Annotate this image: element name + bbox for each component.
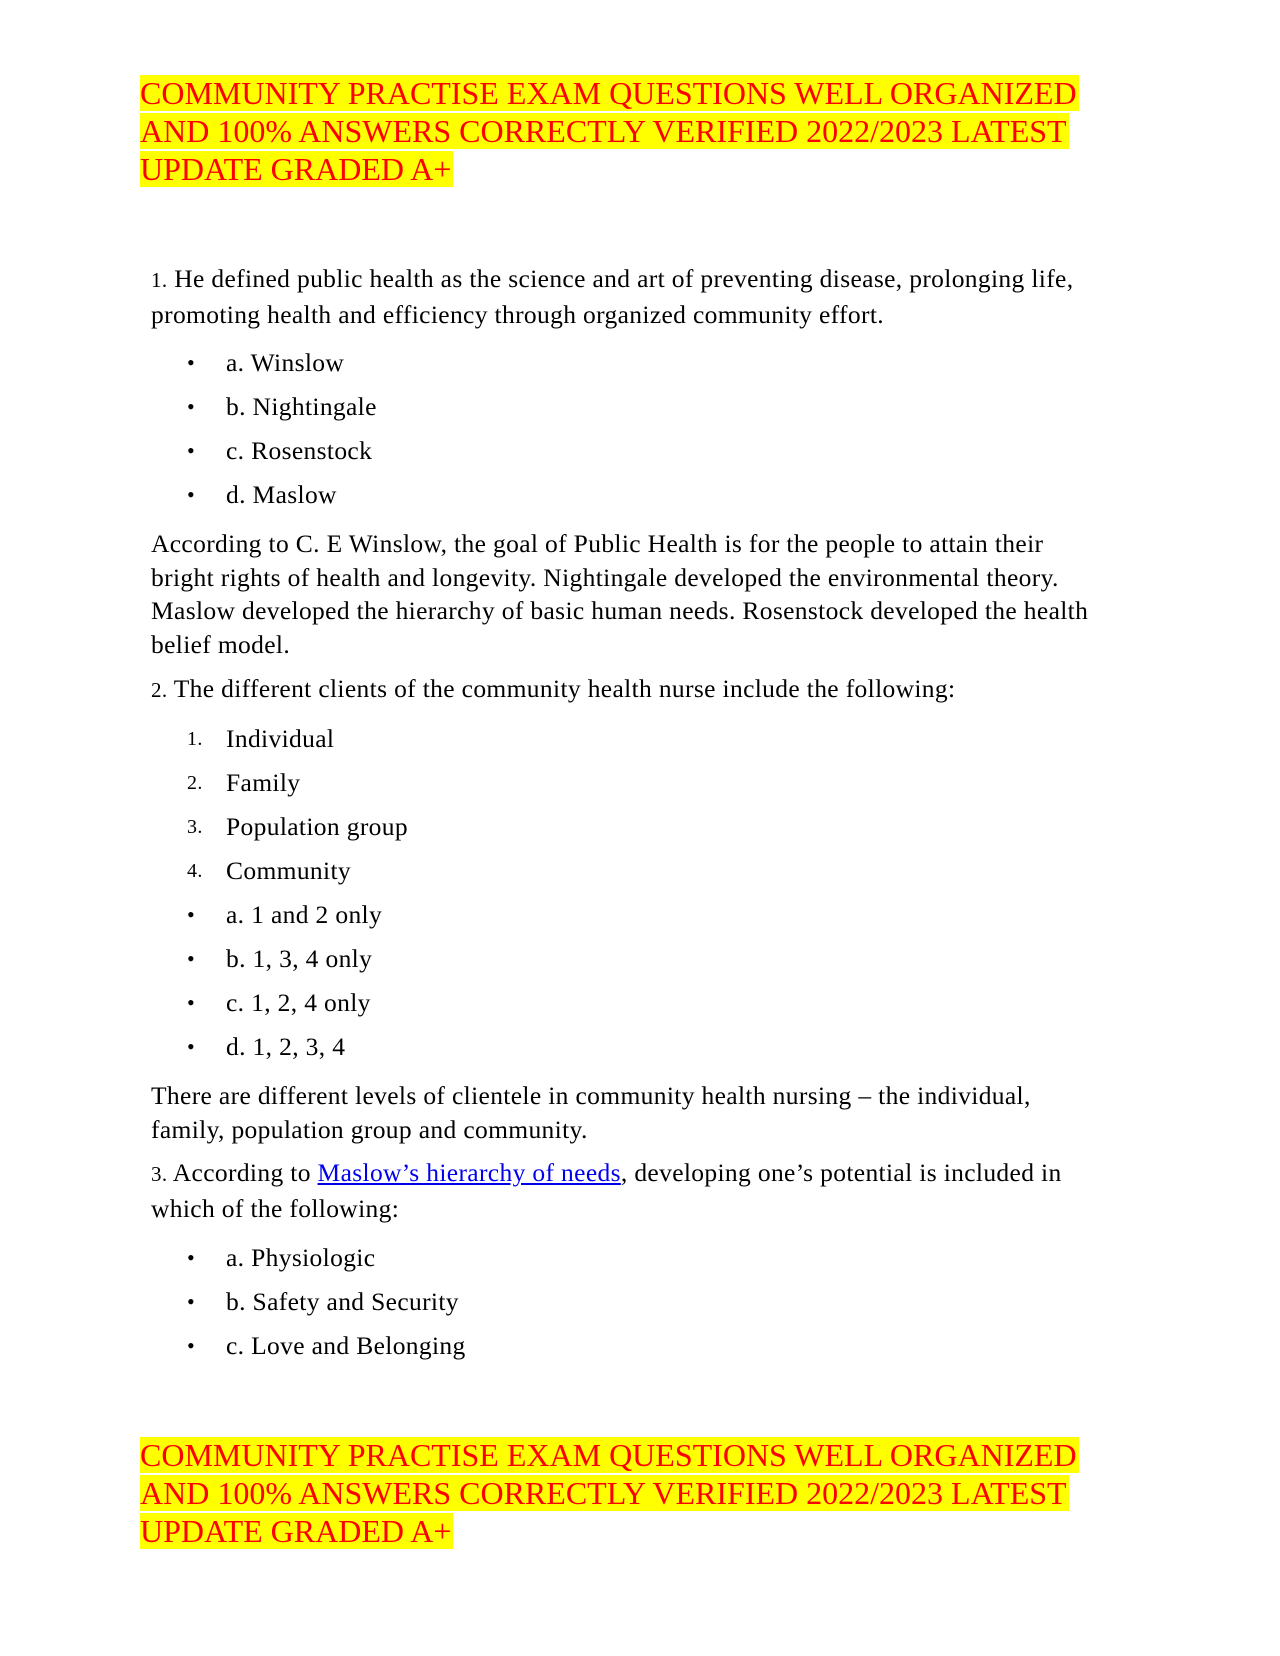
question-3-stem xyxy=(151,1156,1111,1225)
bullet-icon: • xyxy=(187,394,196,420)
question-text: He defined public health as the science and art of preventing disease, prolonging life, promoting health and efficiency through organized community effort. xyxy=(151,264,1074,329)
bullet-icon: • xyxy=(187,350,196,376)
item-label: Individual xyxy=(226,724,335,754)
item-number: 3. xyxy=(187,816,203,839)
bullet-icon: • xyxy=(187,946,196,972)
header-banner xyxy=(140,74,1140,188)
option-label: d. Maslow xyxy=(226,480,337,510)
item-number: 1. xyxy=(187,728,203,751)
option-item xyxy=(151,1280,1111,1324)
question-2-explanation: There are different levels of clientele in community health nursing – the individual, family, population group and community. xyxy=(151,1081,1031,1144)
option-label: a. Physiologic xyxy=(226,1242,376,1272)
bullet-icon: • xyxy=(187,1244,196,1270)
option-item xyxy=(151,341,1111,385)
bullet-icon: • xyxy=(187,1288,196,1314)
option-item xyxy=(151,981,1111,1025)
option-label: b. 1, 3, 4 only xyxy=(226,944,373,974)
option-item xyxy=(151,1324,1111,1368)
option-item xyxy=(151,1236,1111,1280)
question-text-end: , developing one’s potential is included in which of the following: xyxy=(151,1158,1062,1223)
document-body xyxy=(151,262,1111,1378)
bullet-icon: • xyxy=(187,1332,196,1358)
bullet-icon: • xyxy=(187,438,196,464)
item-label: Family xyxy=(226,768,301,798)
option-item xyxy=(151,429,1111,473)
question-1-explanation: According to C. E Winslow, the goal of Public Health is for the people to attain their bright rights of health and longevity. Nightingale developed the environmental theory. Maslow developed the hierarchy of basic human needs. Rosenstock developed the health belief model. xyxy=(151,529,1089,659)
option-label: c. Love and Belonging xyxy=(226,1330,466,1360)
question-2-stem xyxy=(151,672,1111,708)
numbered-item xyxy=(151,761,1111,805)
header-banner-text: COMMUNITY PRACTISE EXAM QUESTIONS WELL ORGANIZED AND 100% ANSWERS CORRECTLY VERIFIED 2022/2023 LATEST UPDATE GRADED A+ xyxy=(140,75,1077,187)
question-3-options xyxy=(151,1236,1111,1368)
question-text-start: According to xyxy=(172,1158,318,1188)
option-label: b. Safety and Security xyxy=(226,1286,459,1316)
option-label: c. Rosenstock xyxy=(226,436,373,466)
question-text: The different clients of the community health nurse include the following: xyxy=(173,673,956,703)
option-item xyxy=(151,385,1111,429)
option-item xyxy=(151,473,1111,517)
question-1-stem xyxy=(151,262,1111,331)
option-item xyxy=(151,1025,1111,1069)
question-1-options xyxy=(151,341,1111,517)
question-2-numbered-items xyxy=(151,717,1111,893)
bullet-icon: • xyxy=(187,990,196,1016)
option-label: a. Winslow xyxy=(226,348,345,378)
option-item xyxy=(151,893,1111,937)
numbered-item xyxy=(151,805,1111,849)
item-label: Community xyxy=(226,856,351,886)
footer-banner-text: COMMUNITY PRACTISE EXAM QUESTIONS WELL ORGANIZED AND 100% ANSWERS CORRECTLY VERIFIED 2022/2023 LATEST UPDATE GRADED A+ xyxy=(140,1437,1077,1549)
option-label: d. 1, 2, 3, 4 xyxy=(226,1032,346,1062)
question-number: 1. xyxy=(151,268,168,292)
option-label: c. 1, 2, 4 only xyxy=(226,988,371,1018)
option-label: a. 1 and 2 only xyxy=(226,900,383,930)
bullet-icon: • xyxy=(187,1034,196,1060)
item-number: 4. xyxy=(187,860,203,883)
question-number: 3. xyxy=(151,1162,168,1187)
option-item xyxy=(151,937,1111,981)
question-number: 2. xyxy=(151,677,168,702)
bullet-icon: • xyxy=(187,902,196,928)
footer-banner xyxy=(140,1436,1140,1550)
item-number: 2. xyxy=(187,772,203,795)
bullet-icon: • xyxy=(187,482,196,508)
numbered-item xyxy=(151,849,1111,893)
item-label: Population group xyxy=(226,812,408,842)
numbered-item xyxy=(151,717,1111,761)
maslow-hierarchy-link[interactable]: Maslow’s hierarchy of needs xyxy=(317,1158,621,1188)
question-2-options xyxy=(151,893,1111,1069)
option-label: b. Nightingale xyxy=(226,392,377,422)
